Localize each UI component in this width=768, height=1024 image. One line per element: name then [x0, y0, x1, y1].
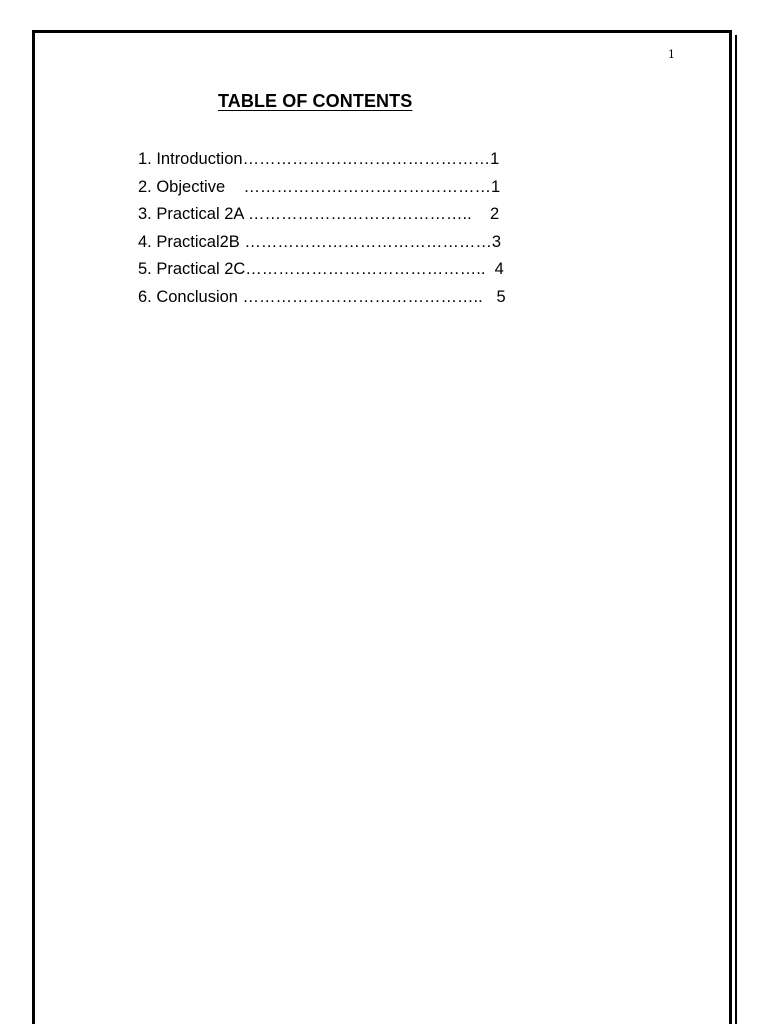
toc-entry-conclusion: 6. Conclusion …………………………………….. 5	[138, 287, 506, 306]
toc-entry-practical-2b: 4. Practical2B ………………………………………3	[138, 232, 502, 251]
toc-entry-objective: 2. Objective ………………………………………1	[138, 177, 501, 196]
toc-entry-practical-2c: 5. Practical 2C…………………………………….. 4	[138, 260, 504, 278]
page-number: 1	[668, 48, 675, 61]
toc-entry-practical-2a: 3. Practical 2A ………………………………….. 2	[138, 205, 500, 223]
page-border-right-edge	[735, 35, 737, 1024]
toc-list	[138, 146, 506, 311]
toc-entry-introduction: 1. Introduction………………………………………1	[138, 150, 500, 168]
toc-title: TABLE OF CONTENTS	[218, 91, 413, 111]
